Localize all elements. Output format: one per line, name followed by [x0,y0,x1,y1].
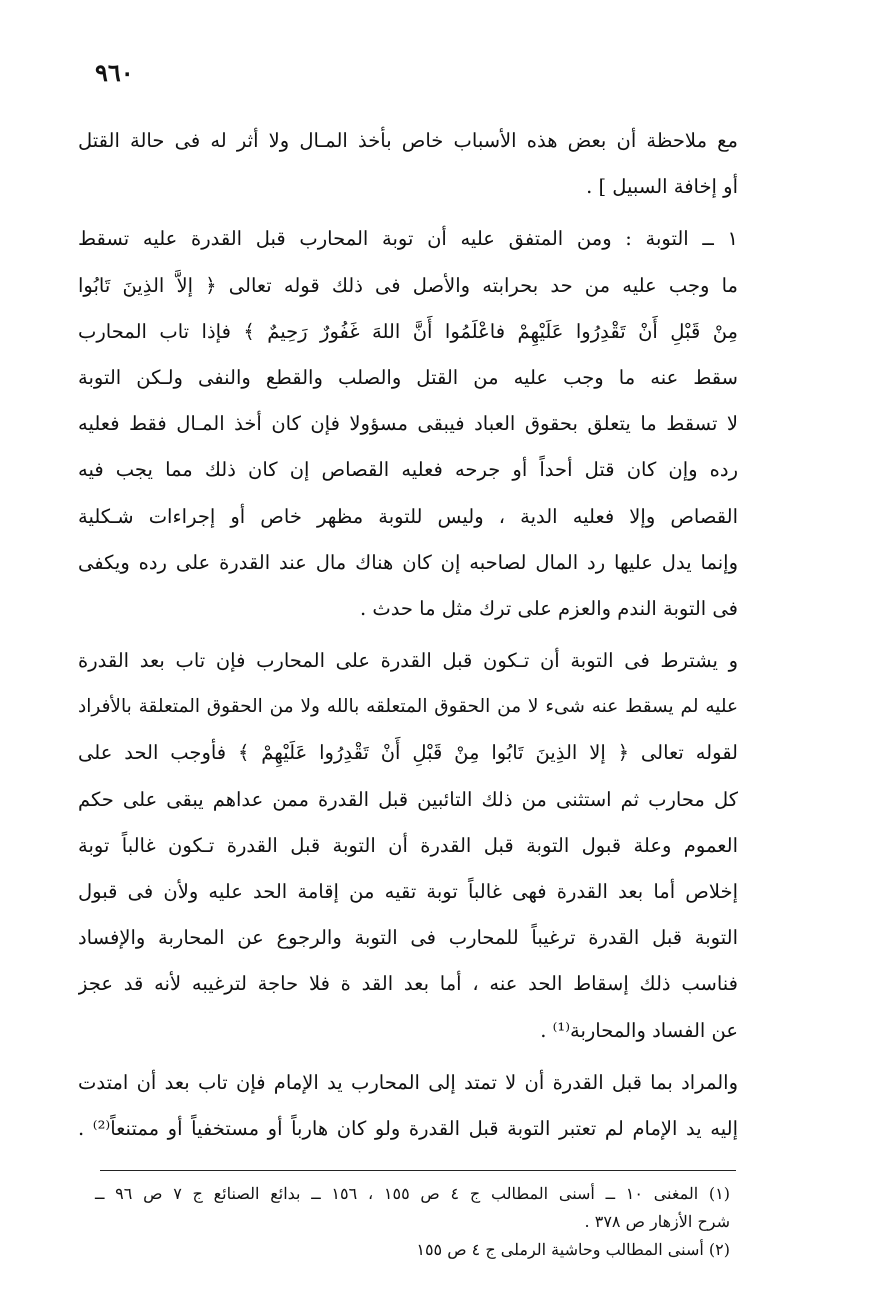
footnote-line: شرح الأزهار ص ٣٧٨ . [584,1212,730,1231]
text-line: أو إخافة السبيل ] . [586,175,738,199]
footnote-line: (٢) أسنى المطالب وحاشية الرملى ج ٤ ص ١٥٥ [416,1240,730,1259]
text-line: و يشترط فى التوبة أن تـكون قبل القدرة على المحارب فإن تاب بعد القدرة [78,649,738,673]
text-line: إخلاص أما بعد القدرة فهى غالباً توبة تقيه من إقامة الحد عليه ولأن فى قبول [78,880,738,903]
footnote-1 [95,1180,730,1236]
text-line: رده وإن كان قتل أحداً أو جرحه فعليه القصاص إن كان ذلك مما يجب فيه [78,458,738,482]
paragraph-condition [78,638,738,1054]
text-line: كل محارب ثم استثنى من ذلك التائبين قبل القدرة ممن عداهم يبقى على حكم [78,787,738,811]
text-line: مع ملاحظة أن بعض هذه الأسباب خاص بأخذ المـال ولا أثر له فى حالة القتل [78,129,738,152]
text-line: ما وجب عليه من حد بحرابته والأصل فى ذلك قوله تعالى ﴿ إلاَّ الذِينَ تَابُوا [78,273,738,297]
text-line: فناسب ذلك إسقاط الحد عنه ، أما بعد القد ة فلا حاجة لترغيبه لأنه قد عجز [78,972,738,996]
footnote-divider [100,1170,736,1171]
text-line: مِنْ قَبْلِ أَنْ تَقْدِرُوا عَلَيْهِمْ فاعْلَمُوا أَنَّ اللهَ غَفُورٌ رَحِيمٌ ﴾ فإذا تاب المحارب [78,319,738,343]
text-line: إليه يد الإمام لم تعتبر التوبة قبل القدرة ولو كان هارباً أو مستخفياً أو ممتنعاً⁽²⁾ . [78,1116,738,1140]
text-line: عليه لم يسقط عنه شىء لا من الحقوق المتعلقه بالله ولا من الحقوق المتعلقة بالأفراد [78,696,738,718]
page-number: ٩٦٠ [95,58,134,87]
text-line: عن الفساد والمحاربة⁽¹⁾ . [540,1018,738,1042]
text-line: لقوله تعالى ﴿ إلا الذِينَ تَابُوا مِنْ قَبْلِ أَنْ تَقْدِرُوا عَلَيْهِمْ ﴾ فأوجب الحد على [78,741,738,765]
paragraph-intro [78,118,738,210]
footnote-2 [95,1236,730,1264]
text-line: وإنما يدل عليها رد المال لصاحبه إن كان هناك مال عند القدرة على رده ويكفى [78,550,738,574]
text-line: لا تسقط ما يتعلق بحقوق العباد فيبقى مسؤولا فإن كان أخذ المـال فقط فعليه [78,412,738,436]
text-line: فى التوبة الندم والعزم على ترك مثل ما حدث . [359,596,738,620]
text-line: العموم وعلة قبول التوبة قبل القدرة أن التوبة قبل القدرة تـكون غالباً توبة [78,833,738,857]
text-line: ١ ــ التوبة : ومن المتفق عليه أن توبة المحارب قبل القدرة عليه تسقط [78,227,738,251]
footnotes [95,1180,730,1264]
body-text [78,118,738,1152]
text-line: والمراد بما قبل القدرة أن لا تمتد إلى المحارب يد الإمام فإن تاب بعد أن امتدت [78,1070,738,1094]
text-line: التوبة قبل القدرة ترغيباً للمحارب فى التوبة والرجوع عن المحاربة والإفساد [78,926,738,950]
text-line: سقط عنه ما وجب عليه من القتل والصلب والقطع والنفى ولـكن التوبة [78,365,738,389]
paragraph-meaning [78,1060,738,1152]
text-line: القصاص وإلا فعليه الدية ، وليس للتوبة مظهر خاص أو إجراءات شـكلية [78,504,738,528]
paragraph-tawba [78,216,738,632]
footnote-line: (١) المغنى ١٠ ــ أسنى المطالب ج ٤ ص ١٥٥ ، ١٥٦ ــ بدائع الصنائع ج ٧ ص ٩٦ ــ [95,1184,731,1203]
